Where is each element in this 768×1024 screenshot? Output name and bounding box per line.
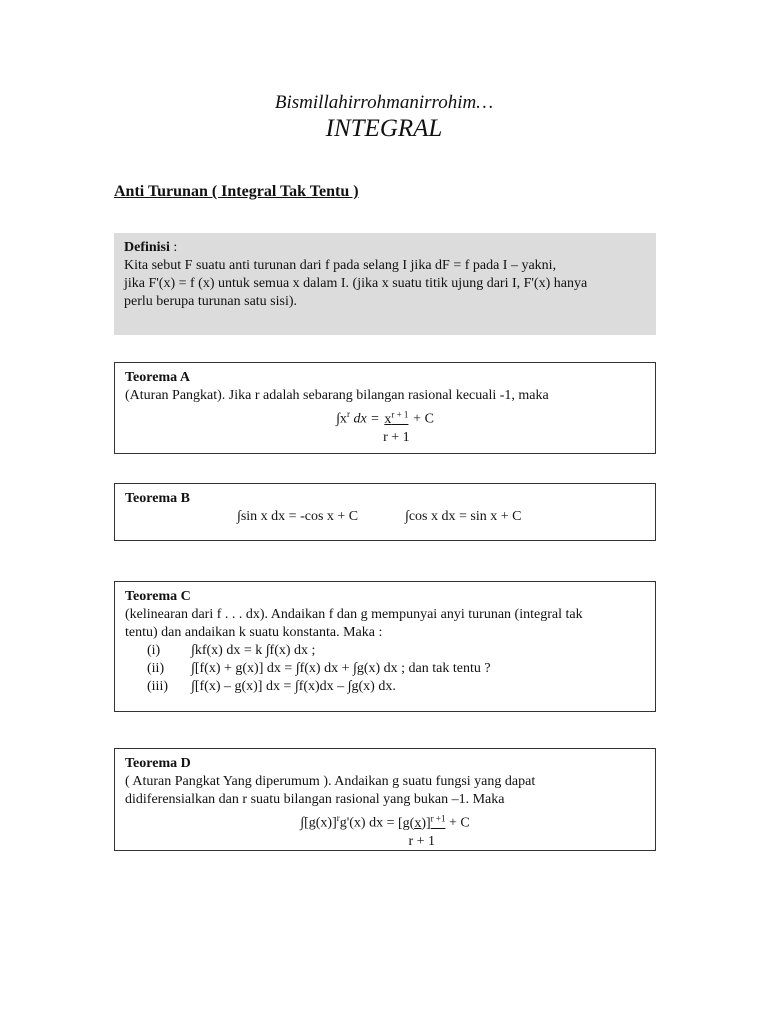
theorem-b-label: Teorema B [125, 491, 190, 506]
section-heading: Anti Turunan ( Integral Tak Tentu ) [114, 183, 359, 200]
theorem-a-box [114, 362, 656, 454]
formula-denominator: r + 1 [383, 429, 410, 445]
theorem-d-formula [125, 809, 645, 851]
definition-line-3: perlu berupa turunan satu sisi). [124, 294, 298, 309]
formula-integral: ∫x [336, 411, 347, 427]
formula-constant: + C [409, 411, 434, 427]
formula-denominator: r + 1 [408, 833, 436, 849]
page-title: INTEGRAL [325, 115, 443, 142]
theorem-c-line-2: tentu) dan andaikan k suatu konstanta. Maka : [125, 625, 383, 640]
list-item: (iii) ∫[f(x) – g(x)] dx = ∫f(x)dx – ∫g(x) dx. [147, 679, 396, 694]
formula-fraction [398, 809, 445, 851]
list-item: (ii) ∫[f(x) + g(x)] dx = ∫f(x) dx + ∫g(x) dx ; dan tak tentu ? [147, 661, 491, 676]
greeting: Bismillahirrohmanirrohim… [274, 92, 494, 113]
theorem-a-text: (Aturan Pangkat). Jika r adalah sebarang bilangan rasional kecuali -1, maka [125, 388, 549, 403]
formula-numerator: $x^{r + 1}$ [384, 409, 409, 427]
theorem-d-line-2: didiferensialkan dan r suatu bilangan rasional yang bukan –1. Maka [125, 792, 505, 807]
definition-box [114, 233, 656, 335]
theorem-b-formula-cos: ∫cos x dx = sin x + C [405, 509, 522, 524]
list-item: (i) ∫kf(x) dx = k ∫f(x) dx ; [147, 643, 316, 658]
theorem-c-line-1: (kelinearan dari f . . . dx). Andaikan f dan g mempunyai anyi turunan (integral tak [125, 607, 583, 622]
formula-integral: ∫[g(x)] [300, 815, 337, 831]
theorem-a-label: Teorema A [125, 370, 190, 385]
theorem-b-box [114, 483, 656, 541]
theorem-d-label: Teorema D [125, 756, 191, 771]
formula-middle: g'(x) dx = [339, 815, 398, 831]
theorem-a-formula [125, 405, 645, 447]
theorem-b-formula-sin: ∫sin x dx = -cos x + C [237, 509, 359, 524]
definition-line-2: jika F'(x) = f (x) untuk semua x dalam I. (jika x suatu titik ujung dari I, F'(x) hanya [124, 276, 588, 291]
formula-constant: + C [445, 815, 470, 831]
theorem-c-box [114, 581, 656, 712]
formula-exponent: r [336, 813, 340, 823]
formula-numerator: $[g(x)]^{r +1}$ [398, 813, 446, 831]
formula-dx: dx = [349, 411, 384, 427]
formula-fraction [383, 405, 410, 447]
theorem-d-box [114, 748, 656, 851]
definition-line-1: Kita sebut F suatu anti turunan dari f pada selang I jika dF = f pada I – yakni, [124, 258, 557, 273]
formula-exponent: r [346, 409, 350, 419]
definition-colon: : [169, 240, 178, 255]
definition-label: Definisi [124, 240, 170, 255]
theorem-c-label: Teorema C [125, 589, 191, 604]
theorem-d-line-1: ( Aturan Pangkat Yang diperumum ). Andaikan g suatu fungsi yang dapat [125, 774, 536, 789]
